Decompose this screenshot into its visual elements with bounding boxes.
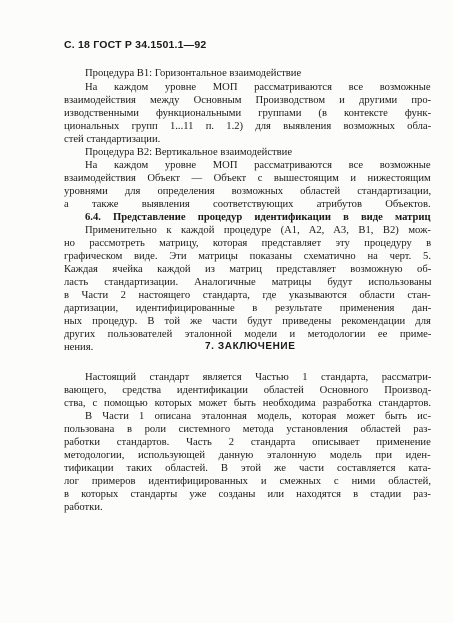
paragraph-top-line: взаимодействия между Основным Производством и другими про- <box>64 95 432 106</box>
paragraph-bottom-line: тификации таких областей. В этой же части составляется ката- <box>64 463 431 474</box>
section-title: 7. ЗАКЛЮЧЕНИЕ <box>205 341 296 352</box>
paragraph-bottom-line: работки стандартов. Часть 2 стандарта описывает применение <box>64 437 431 448</box>
paragraph-top-line: ласть стандартизации. Аналогичные матрицы будут использованы <box>64 277 432 288</box>
paragraph-bottom-line: в которых стандарты уже созданы или находятся в стадии раз- <box>64 489 431 500</box>
paragraph-top-line: На каждом уровне МОП рассматриваются все возможные <box>85 160 431 171</box>
paragraph-top-line: но рассмотреть матрицу, которая представляет эту процедуру в <box>64 238 432 249</box>
paragraph-top-line: графическом виде. Эти матрицы показаны схематично на черт. 5. <box>64 251 432 262</box>
paragraph-top-line: уровнями для определения возможных областей стандартизации, <box>64 186 432 197</box>
paragraph-top-line: циональных групп 1...11 п. 1.2) для выявления возможных обла- <box>64 121 432 132</box>
page-header: С. 18 ГОСТ Р 34.1501.1—92 <box>64 39 207 51</box>
paragraph-bottom-line: пользована в роли системного метода установления областей раз- <box>64 424 431 435</box>
paragraph-top-line: а также выявления соответствующих атрибутов Объектов. <box>64 199 431 210</box>
paragraph-top-line: На каждом уровне МОП рассматриваются все возможные <box>85 82 431 93</box>
paragraph-top-line: нения. <box>64 342 94 353</box>
paragraph-bottom-line: ства, с помощью которых может быть необходима разработка стандартов. <box>64 398 432 409</box>
paragraph-top-line: стей стандартизации. <box>64 134 161 145</box>
paragraph-bottom-line: Настоящий стандарт является Частью 1 стандарта, рассматри- <box>85 372 432 383</box>
paragraph-top-line: Процедура B2: Вертикальное взаимодействие <box>85 147 293 158</box>
paragraph-bottom-line: методологии, использующей данную эталонную модель при иден- <box>64 450 431 461</box>
paragraph-top-line: ных процедур. В той же части будут приведены рекомендации для <box>64 316 431 327</box>
paragraph-top-line: изводственными функциональными группами (в контексте функ- <box>64 108 432 119</box>
paragraph-bottom-line: вающего, средства идентификации областей Основного Производ- <box>64 385 432 396</box>
paragraph-top-line: Применительно к каждой процедуре (A1, A2, A3, B1, B2) мож- <box>85 225 431 236</box>
paragraph-top-line: дартизации, идентифицированные в результате применения дан- <box>64 303 432 314</box>
paragraph-top-line: Каждая ячейка каждой из матриц представляет возможную об- <box>64 264 432 275</box>
paragraph-top-line: в Части 2 настоящего стандарта, где указываются области стан- <box>64 290 431 301</box>
paragraph-bottom-line: лог примеров идентифицированных и смежных с ними областей, <box>64 476 431 487</box>
paragraph-top-line: 6.4. Представление процедур идентификации в виде матриц <box>85 212 431 223</box>
paragraph-bottom-line: В Части 1 описана эталонная модель, которая может быть ис- <box>85 411 432 422</box>
paragraph-top-line: других пользователей эталонной модели и методологии ее приме- <box>64 329 432 340</box>
paragraph-top-line: взаимодействия Объект — Объект с вышестоящим и нижестоящим <box>64 173 431 184</box>
paragraph-top-line: Процедура B1: Горизонтальное взаимодействие <box>85 68 302 79</box>
paragraph-bottom-line: работки. <box>64 502 103 513</box>
